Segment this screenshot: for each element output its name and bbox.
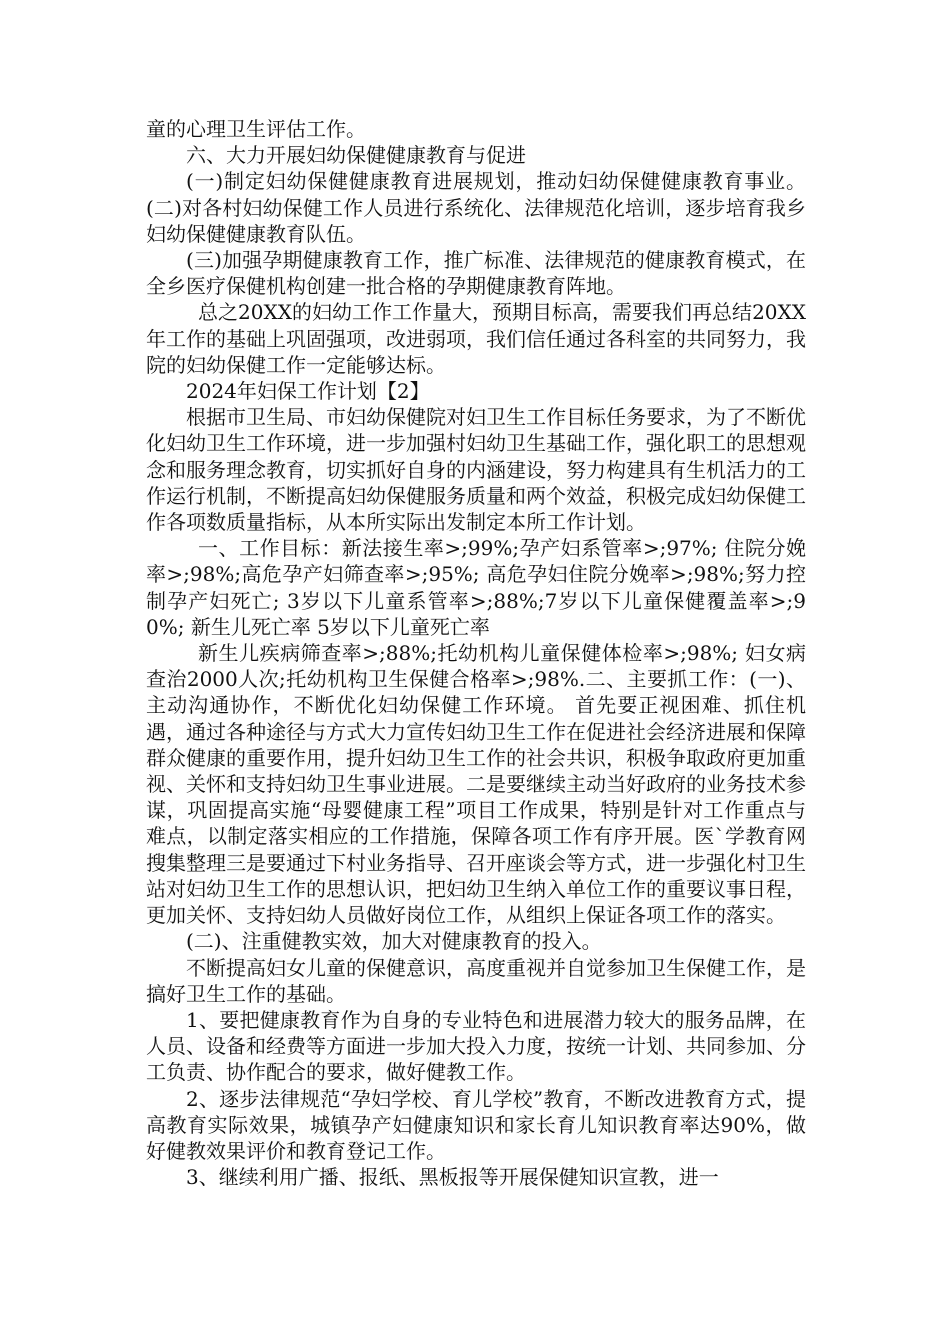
paragraph-awareness: 不断提高妇女儿童的保健意识，高度重视并自觉参加卫生保健工作，是搞好卫生工作的基础。 [146,955,806,1006]
paragraph-goals: 一、工作目标：新法接生率>;99%;孕产妇系管率>;97%; 住院分娩率>;98%;高危孕产妇筛查率>;95%; 高危孕妇住院分娩率>;98%;努力控制孕产妇死亡; 3岁以下儿童系管率>;88%;7岁以下儿童保健覆盖率>;90%; 新生儿死亡率 5岁以下儿童死亡率 [146,536,806,639]
paragraph-3: (一)制定妇幼保健健康教育进展规划，推动妇幼保健健康教育事业。 (二)对各村妇幼保健工作人员进行系统化、法律规范化培训，逐步培育我乡妇幼保健健康教育队伍。 [146,169,806,246]
paragraph-summary: 总之20XX的妇幼工作工作量大，预期目标高，需要我们再总结20XX年工作的基础上巩固强项，改进弱项，我们信任通过各科室的共同努力，我院的妇幼保健工作一定能够达标。 [146,300,806,377]
document-body [146,116,806,1190]
paragraph-4: (三)加强孕期健康教育工作，推广标准、法律规范的健康教育模式，在全乡医疗保健机构创建一批合格的孕期健康教育阵地。 [146,248,806,299]
paragraph-main-work: 新生儿疾病筛查率>;88%;托幼机构儿童保健体检率>;98%; 妇女病查治2000人次;托幼机构卫生保健合格率>;98%.二、主要抓工作：(一)、主动沟通协作，不断优化妇幼保健工作环境。 首先要正视困难、抓住机遇，通过各种途径与方式大力宣传妇幼卫生工作在促进社会经济进展和保障群众健康的重要作用，提升妇幼卫生工作的社会共识，积极争取政府更加重视、关怀和支持妇幼卫生事业进展。二是要继续主动当好政府的业务技术参谋，巩固提高实施“母婴健康工程”项目工作成果，特别是针对工作重点与难点，以制定落实相应的工作措施，保障各项工作有序开展。医`学教育网搜集整理三是要通过下村业务指导、召开座谈会等方式，进一步强化村卫生站对妇幼卫生工作的思想认识，把妇幼卫生纳入单位工作的重要议事日程，更加关怀、支持妇幼人员做好岗位工作，从组织上保证各项工作的落实。 [146,641,806,928]
paragraph-1: 童的心理卫生评估工作。 [146,117,366,141]
section-heading-2: (二)、注重健教实效，加大对健康教育的投入。 [186,929,602,954]
section-heading-6: 六、大力开展妇幼保健健康教育与促进 [186,143,526,168]
list-item-3: 3、继续利用广播、报纸、黑板报等开展保健知识宣教，进一 [186,1165,719,1190]
paragraph-intro: 根据市卫生局、市妇幼保健院对妇卫生工作目标任务要求，为了不断优化妇幼卫生工作环境，进一步加强村妇幼卫生基础工作，强化职工的思想观念和服务理念教育，切实抓好自身的内涵建设，努力构建具有生机活力的工作运行机制，不断提高妇幼保健服务质量和两个效益，积极完成妇幼保健工作各项数质量指标，从本所实际出发制定本所工作计划。 [146,405,806,535]
plan-title: 2024年妇保工作计划【2】 [186,379,430,404]
list-item-1: 1、要把健康教育作为自身的专业特色和进展潜力较大的服务品牌，在人员、设备和经费等方面进一步加大投入力度，按统一计划、共同参加、分工负责、协作配合的要求，做好健教工作。 [146,1007,806,1085]
list-item-2: 2、逐步法律规范“孕妇学校、育儿学校”教育，不断改进教育方式，提高教育实际效果，城镇孕产妇健康知识和家长育儿知识教育率达90%，做好健教效果评价和教育登记工作。 [146,1086,806,1163]
